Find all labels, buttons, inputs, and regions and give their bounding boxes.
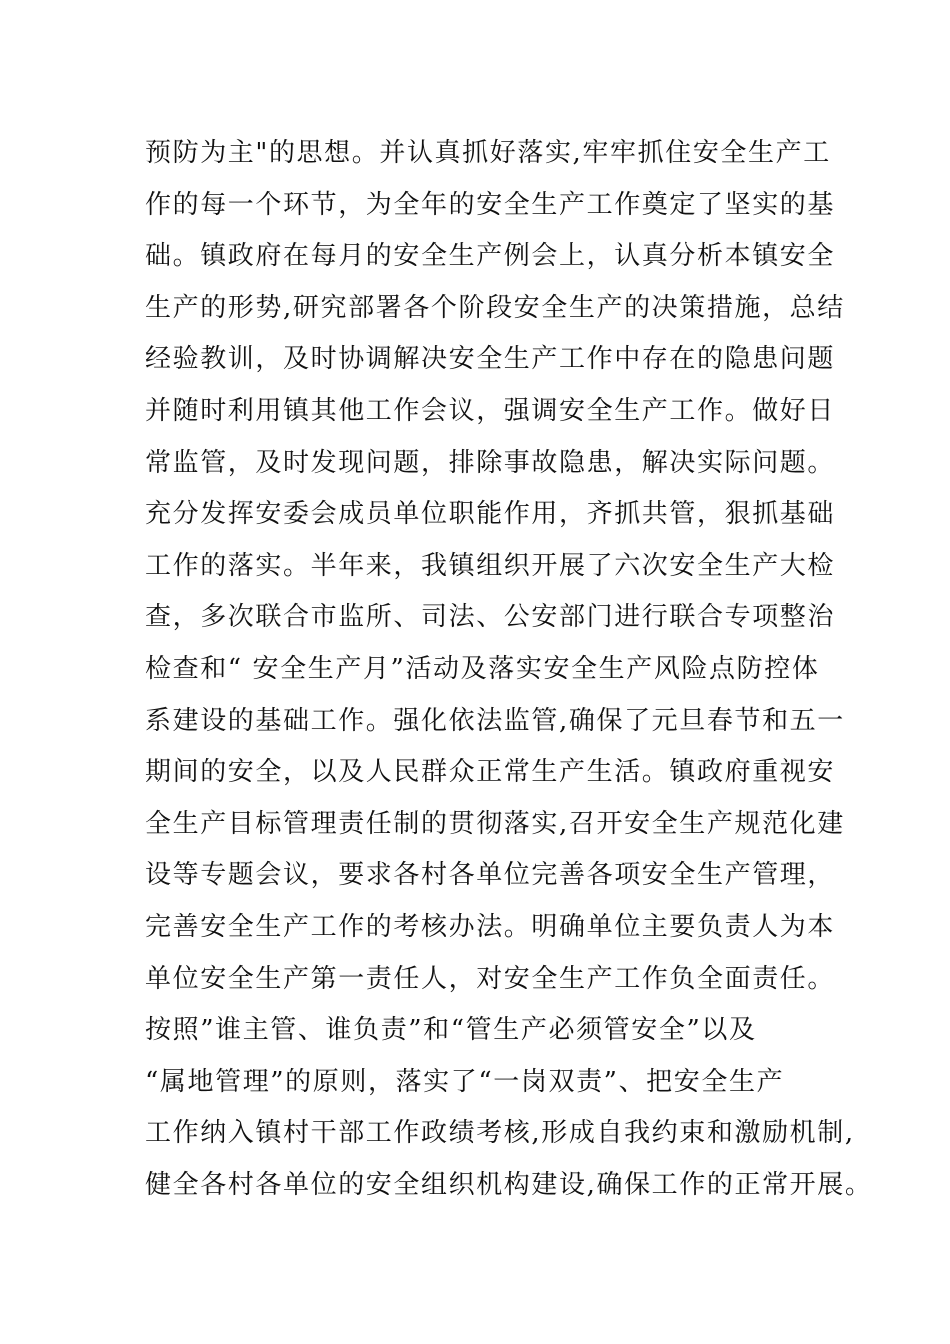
- text-line: 工作纳入镇村干部工作政绩考核,形成自我约束和激励机制,: [145, 1118, 855, 1149]
- text-line: 经验教训，及时协调解决安全生产工作中存在的隐患问题: [145, 344, 836, 375]
- text-line: 检查和“ 安全生产月”活动及落实安全生产风险点防控体: [145, 653, 820, 684]
- text-line: 常监管，及时发现问题，排除事故隐患，解决实际问题。: [145, 447, 836, 478]
- text-line: 设等专题会议，要求各村各单位完善各项安全生产管理，: [145, 860, 836, 891]
- text-line: 期间的安全，以及人民群众正常生产生活。镇政府重视安: [145, 757, 836, 788]
- text-line: 并随时利用镇其他工作会议，强调安全生产工作。做好日: [145, 395, 836, 426]
- text-line: 单位安全生产第一责任人，对安全生产工作负全面责任。: [145, 963, 836, 994]
- text-line: 生产的形势,研究部署各个阶段安全生产的决策措施，总结: [145, 292, 845, 323]
- text-line: 全生产目标管理责任制的贯彻落实,召开安全生产规范化建: [145, 808, 845, 839]
- text-line: 完善安全生产工作的考核办法。明确单位主要负责人为本: [145, 911, 836, 942]
- text-line: 作的每一个环节，为全年的安全生产工作奠定了坚实的基: [145, 189, 836, 220]
- text-line: 工作的落实。半年来，我镇组织开展了六次安全生产大检: [145, 550, 836, 581]
- text-line: 充分发挥安委会成员单位职能作用，齐抓共管，狠抓基础: [145, 499, 836, 530]
- text-line: 查，多次联合市监所、司法、公安部门进行联合专项整治: [145, 602, 836, 633]
- text-line: 系建设的基础工作。强化依法监管,确保了元旦春节和五一: [145, 705, 845, 736]
- body-paragraph: [145, 128, 873, 1211]
- text-line: 预防为主"的思想。并认真抓好落实,牢牢抓住安全生产工: [145, 138, 831, 168]
- text-line: 础。镇政府在每月的安全生产例会上，认真分析本镇安全: [145, 241, 836, 272]
- text-line: “属地管理”的原则，落实了“一岗双责”、把安全生产: [145, 1066, 785, 1097]
- text-line: 健全各村各单位的安全组织机构建设,确保工作的正常开展。: [145, 1169, 873, 1200]
- text-line: 按照”谁主管、谁负责”和“管生产必须管安全”以及: [145, 1015, 757, 1046]
